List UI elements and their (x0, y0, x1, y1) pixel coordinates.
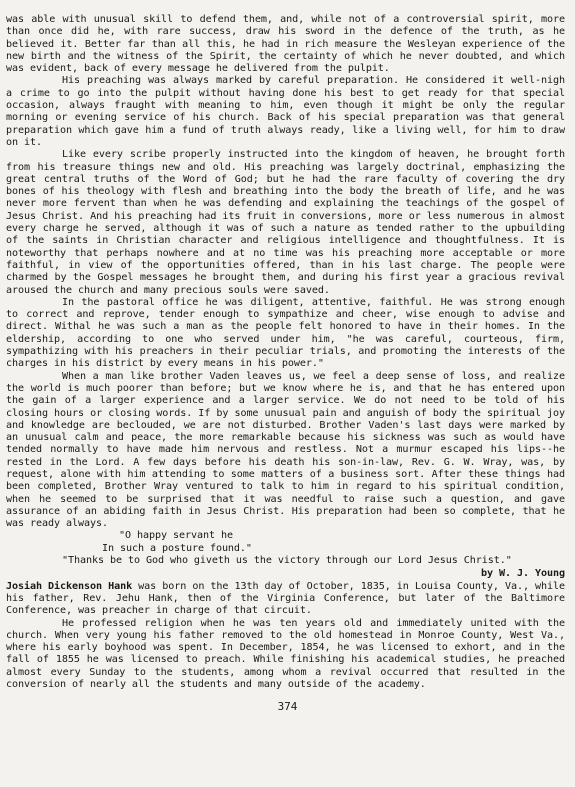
hymn-quote (6, 530, 565, 567)
paragraph-5: When a man like brother Vaden leaves us, we feel a deep sense of loss, and realize the world is much poorer than before; but we know where he is, and that he has entered upon the gain of a larger experience and a larger service. We do not need to be told of his closing hours or closing words. If by some unusual pain and anguish of body the spiritual joy and knowledge are beclouded, we are not disturbed. Brother Vaden's last days were marked by an unusual calm and peace, the more remarkable because his sickness was such as would have tended normally to have made him nervous and restless. Not a murmur escaped his lips--he rested in the Lord. A few days before his death his son-in-law, Rev. G. W. Wray, was, by request, alone with him attending to some matters of a business sort. After these things had been completed, Brother Wray ventured to talk to him in regard to his spiritual condition, when he seemed to be surprised that it was needful to raise such a question, and gave assurance of an abiding faith in Jesus Christ. His preparation had been so complete, that he was ready always. (6, 370, 565, 530)
entry-intro-paragraph (6, 581, 565, 618)
paragraph-1: was able with unusual skill to defend them, and, while not of a controversial spirit, more than once did he, with rare success, draw his sword in the defence of the truth, as he believed it. Better far than all this, he had in rich measure the Wesleyan experience of the new birth and the witness of the Spirit, the certainty of which he never doubted, and which was evident, back of every message he delivered from the pulpit. (6, 14, 565, 75)
author-byline: by W. J. Young (481, 568, 565, 580)
hymn-line-2: In such a posture found." (102, 542, 252, 554)
paragraph-2: His preaching was always marked by careful preparation. He considered it well-nigh a crime to go into the pulpit without having done his best to get ready for that special occasion, always fraught with meaning to him, even though it might be only the regular morning or evening service of his church. Back of his special preparation was that general preparation which gave him a fund of truth always ready, like a living well, for him to draw on it. (6, 75, 565, 148)
paragraph-4: In the pastoral office he was diligent, attentive, faithful. He was strong enough to correct and reprove, tender enough to sympathize and cheer, wise enough to advise and direct. Withal he was such a man as the people felt honored to have in their homes. In the eldership, according to one who served under him, "he was careful, courteous, firm, sympathizing with his preachers in their peculiar trials, and promoting the interests of the charges in his district by every means in his power." (6, 296, 565, 370)
entry-paragraph-2: He professed religion when he was ten years old and immediately united with the church. When very young his father removed to the old homestead in Monroe County, West Va., where his early boyhood was spent. In December, 1854, he was licensed to exhort, and in the fall of 1855 he was licensed to preach. While finishing his academical studies, he preached almost every Sunday to the students, among whom a revival occurred that resulted in the conversion of nearly all the students and many outside of the academy. (6, 617, 565, 691)
hymn-line-1: "O happy servant he (119, 530, 233, 542)
entry-intro: was born on the 13th day of October, 1835, in Louisa County, Va., while his father, Rev. Jehu Hank, then of the Virginia Conference, but later of the Baltimore Conference, was preacher in charge of that circuit. (6, 580, 565, 617)
memoir-text (6, 14, 565, 691)
page-number: 374 (277, 700, 298, 713)
entry-name: Josiah Dickenson Hank (6, 580, 133, 592)
paragraph-3: Like every scribe properly instructed into the kingdom of heaven, he brought forth from his treasure things new and old. His preaching was largely doctrinal, emphasizing the great central truths of the Word of God; but he had the rare faculty of covering the dry bones of his theology with flesh and breathing into the body the breath of life, and he was never more fervent than when he was defending and explaining the teachings of the gospel of Jesus Christ. And his preaching had its fruit in conversions, more or less numerous in almost every charge he served, although it was of such a nature as tended rather to the upbuilding of the saints in Christian character and religious intelligence and thoughtfulness. It is noteworthy that perhaps nowhere and at no time was his preaching more acceptable or more faithful, in view of the opportunities offered, than in his last charge. The people were charmed by the Gospel messages he brought them, and during his first year a gracious revival aroused the church and many precious souls were saved. (6, 149, 565, 296)
scripture-quote: "Thanks be to God who giveth us the victory through our Lord Jesus Christ." (62, 555, 512, 567)
